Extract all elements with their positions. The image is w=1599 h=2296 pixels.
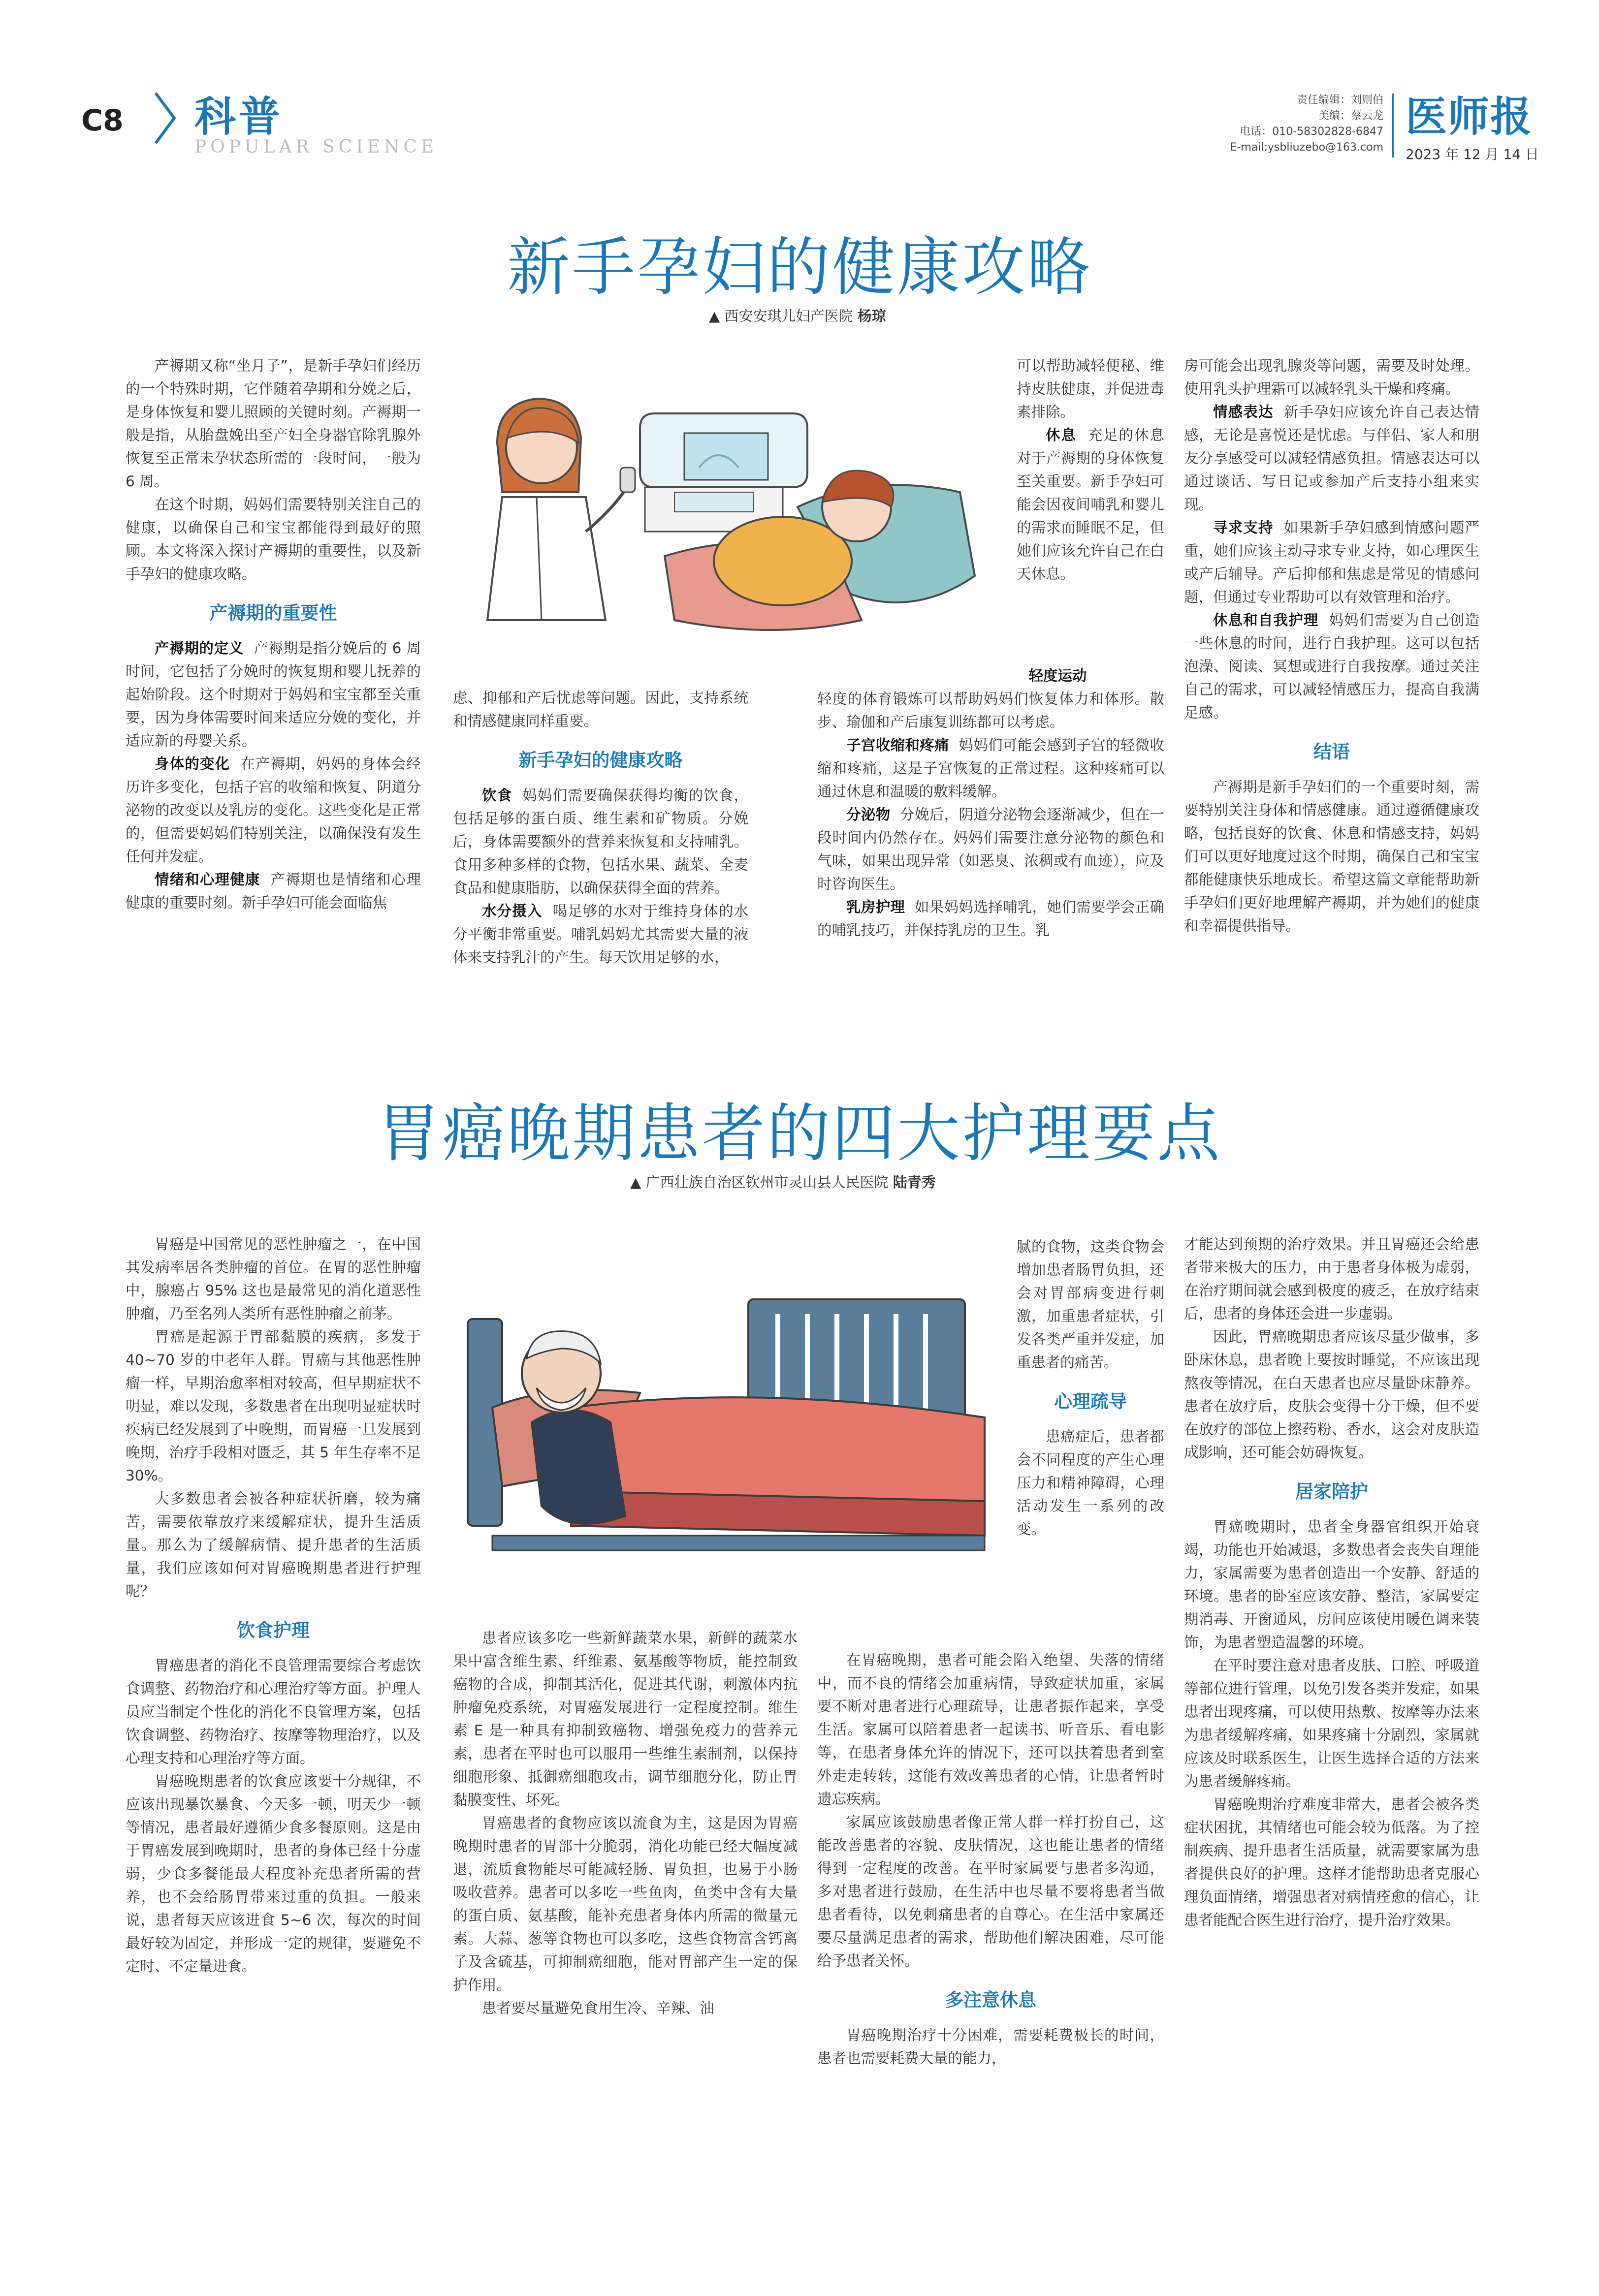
paragraph: 产褥期的定义 产褥期是指分娩后的 6 周时间，它包括了分娩时的恢复期和婴儿抚养的起始阶段。这个时期对于妈妈和宝宝都至关重要，因为身体需要时间来适应分娩的变化，并适应新的母婴关系。 [126,640,421,749]
paragraph: 情感表达 新手孕妇应该允许自己表达情感，无论是喜悦还是忧虑。与伴侣、家人和朋友分享感受可以减轻情感负担。情感表达可以通过谈话、写日记或参加产后支持小组来实现。 [1184,404,1479,513]
designer-name: 美编：蔡云龙 [1318,110,1383,122]
header-divider [1392,94,1394,157]
article1-column-3-top [1017,354,1164,586]
lead-term: 情绪和心理健康 [155,871,260,888]
chevron-right-icon [153,91,177,145]
paragraph: 大多数患者会被各种症状折磨，较为痛苦，需要依靠放疗来缓解症状，提升生活质量。那么为了缓解病情、提升患者的生活质量，我们应该如何对胃癌晚期患者进行护理呢？ [126,1490,421,1600]
pregnancy-ultrasound-illustration [468,345,990,660]
subheading-guide: 新手孕妇的健康攻略 [518,750,683,771]
lead-term: 水分摄入 [482,903,543,919]
paragraph: 患癌症后，患者都会不同程度的产生心理压力和精神障碍，心理活动发生一系列的改变。 [1017,1428,1164,1538]
paragraph: 分泌物 分娩后，阴道分泌物会逐渐减少，但在一段时间内仍然存在。妈妈们需要注意分泌物的颜色和气味，如果出现异常（如恶臭、浓稠或有血迹），应及时咨询医生。 [817,806,1164,892]
paragraph: 情绪和心理健康 产褥期也是情绪和心理健康的重要时刻。新手孕妇可能会面临焦 [126,871,421,911]
editor-name: 责任编辑：刘则伯 [1296,94,1383,106]
subheading-conclusion: 结语 [1313,741,1350,762]
paragraph: 可以帮助减轻便秘、维持皮肤健康，并促进毒素排除。 [1017,357,1164,420]
article1-column-1 [126,354,421,914]
paragraph: 家属应该鼓励患者像正常人群一样打扮自己，这能改善患者的容貌、皮肤情况，这也能让患者的情绪得到一定程度的改善。在平时家属要与患者多沟通，多对患者进行鼓励，在生活中也尽量不要将患者当做患者看待，以免刺痛患者的自尊心。在生活中家属还要尽量满足患者的需求，帮助他们解决困难，尽可能给予患者关怀。 [817,1814,1164,1969]
paragraph: 饮食 妈妈们需要确保获得均衡的饮食，包括足够的蛋白质、维生素和矿物质。分娩后，身体需要额外的营养来恢复和支持哺乳。食用多种多样的食物，包括水果、蔬菜、全麦食品和健康脂肪，以确保获得全面的营养。 [453,787,748,896]
paragraph: 胃癌晚期时，患者全身器官组织开始衰竭，功能也开始减退，多数患者会丧失自理能力，家属需要为患者创造出一个安静、舒适的环境。患者的卧室应该安静、整洁，家属要定期消毒、开窗通风，房间应该使用暖色调来装饰，为患者塑造温馨的环境。 [1184,1518,1479,1651]
paragraph: 在这个时期，妈妈们需要特别关注自己的健康，以确保自己和宝宝都能得到最好的照顾。本文将深入探讨产褥期的重要性，以及新手孕妇的健康攻略。 [126,496,421,582]
paragraph: 胃癌晚期患者的饮食应该要十分规律，不应该出现暴饮暴食、今天多一顿，明天少一顿等情况，患者最好遵循少食多餐原则。这是由于胃癌发展到晚期时，患者的身体已经十分虚弱，少食多餐能最大程度补充患者所需的营养，也不会给肠胃带来过重的负担。一般来说，患者每天应该进食 5~6 次，每次的时间最好较为固定，并形成一定的规律，要避免不定时、不定量进食。 [126,1773,421,1975]
phone: 电话：010-58302828-6847 [1240,126,1383,138]
issue-date: 2023 年 12 月 14 日 [1406,146,1539,162]
lead-term: 产褥期的定义 [155,640,244,657]
paragraph: 因此，胃癌晚期患者应该尽量少做事，多卧床休息，患者晚上要按时睡觉，不应该出现熬夜等情况，在白天患者也应尽量卧床静养。患者在放疗后，皮肤会变得十分干燥，但不要在放疗的部位上擦药粉、香水，这会对皮肤造成影响，还可能会妨碍恢复。 [1184,1328,1479,1461]
paragraph: 虑、抑郁和产后忧虑等问题。因此，支持系统和情感健康同样重要。 [453,690,748,729]
article2-column-3-top [1017,1235,1164,1541]
paragraph [817,664,1164,688]
article2-author: 陆青秀 [893,1174,936,1191]
article1-column-4 [1184,354,1479,938]
paragraph: 产褥期是新手孕妇们的一个重要时刻，需要特别关注身体和情感健康。通过遵循健康攻略，包括良好的饮食、休息和情感支持，妈妈们可以更好地度过这个时期，确保自己和宝宝都能健康快乐地成长。希望这篇文章能帮助新手孕妇们更好地理解产褥期，并为她们的健康和幸福提供指导。 [1184,779,1479,934]
paragraph: 腻的食物，这类食物会增加患者肠胃负担，还会对胃部病变进行刺激，加重患者症状，引发各类严重并发症，加重患者的痛苦。 [1017,1238,1164,1371]
paragraph: 胃癌是起源于胃部黏膜的疾病，多发于 40~70 岁的中老年人群。胃癌与其他恶性肿瘤一样，早期治愈率相对较高，但早期症状不明显，难以发现，多数患者在出现明显症状时疾病已经发展到了中晚期，而胃癌一旦发展到晚期，治疗手段相对匮乏，其 5 年生存率不足 30%。 [126,1328,421,1484]
paragraph: 寻求支持 如果新手孕妇感到情感问题严重，她们应该主动寻求专业支持，如心理医生或产后辅导。产后抑郁和焦虑是常见的情感问题，但通过专业帮助可以有效管理和治疗。 [1184,519,1479,605]
lead-term: 子宫收缩和疼痛 [846,737,949,754]
paragraph: 在平时要注意对患者皮肤、口腔、呼吸道等部位进行管理，以免引发各类并发症，如果患者出现疼痛，可以使用热敷、按摩等办法来为患者缓解疼痛，如果疼痛十分剧烈，家属就应该及时联系医生，让医生选择合适的方法来为患者缓解疼痛。 [1184,1657,1479,1790]
paragraph: 在胃癌晚期，患者可能会陷入绝望、失落的情绪中，而不良的情绪会加重病情，导致症状加重，家属要不断对患者进行心理疏导，让患者振作起来，享受生活。家属可以陪着患者一起读书、听音乐、看电影等，在患者身体允许的情况下，还可以扶着患者到室外走走转转，这能有效改善患者的心情，让患者暂时遗忘疾病。 [817,1652,1164,1807]
paragraph: 房可能会出现乳腺炎等问题，需要及时处理。使用乳头护理霜可以减轻乳头干燥和疼痛。 [1184,357,1479,397]
paragraph: 患者要尽量避免食用生冷、辛辣、油 [482,2000,715,2016]
paragraph: 才能达到预期的治疗效果。并且胃癌还会给患者带来极大的压力，由于患者身体极为虚弱，在治疗期间就会感到极度的疲乏，在放疗结束后，患者的身体还会进一步虚弱。 [1184,1236,1479,1322]
paragraph: 子宫收缩和疼痛 妈妈们可能会感到子宫的轻微收缩和疼痛，这是子宫恢复的正常过程。这种疼痛可以通过休息和温暖的敷料缓解。 [817,737,1164,800]
article2-column-3 [817,1649,1164,2070]
paragraph: 胃癌晚期治疗难度非常大，患者会被各类症状困扰，其情绪也可能会较为低落。为了控制疾病、提升患者生活质量，就需要家属为患者提供良好的护理。这样才能帮助患者克服心理负面情绪，增强患者对病情痊愈的信心，让患者能配合医生进行治疗，提升治疗效果。 [1184,1796,1479,1928]
paragraph: 水分摄入 喝足够的水对于维持身体的水分平衡非常重要。哺乳妈妈尤其需要大量的液体来支持乳汁的产生。每天饮用足够的水， [453,903,748,966]
paragraph: 胃癌晚期治疗十分困难，需要耗费极长的时间，患者也需要耗费大量的能力， [817,2027,1164,2067]
paragraph: 身体的变化 在产褥期，妈妈的身体会经历许多变化，包括子宫的收缩和恢复、阴道分泌物的改变以及乳房的变化。这些变化是正常的，但需要妈妈们特别关注，以确保没有发生任何并发症。 [126,755,421,865]
lead-term: 寻求支持 [1213,519,1274,536]
article2-org: ▲ 广西壮族自治区钦州市灵山县人民医院 [630,1174,889,1191]
newspaper-logo: 医师报 [1406,92,1533,141]
lead-term: 休息和自我护理 [1213,612,1319,629]
paragraph: 乳房护理 如果妈妈选择哺乳，她们需要学会正确的哺乳技巧，并保持乳房的卫生。乳 [817,899,1164,939]
patient-in-bed-illustration [463,1260,1014,1624]
paragraph: 胃癌患者的消化不良管理需要综合考虑饮食调整、药物治疗和心理治疗等方面。护理人员应当制定个性化的消化不良管理方案，包括饮食调整、药物治疗、按摩等物理治疗，以及心理支持和心理治疗等方面。 [126,1657,421,1766]
article2-column-1 [126,1233,421,1978]
lead-term: 饮食 [482,787,512,804]
article2-title: 胃癌晚期患者的四大护理要点 [377,1097,1222,1170]
lead-term: 乳房护理 [846,899,905,915]
page-number: C8 [81,103,124,138]
paragraph: 轻度的体育锻炼可以帮助妈妈们恢复体力和体形。散步、瑜伽和产后康复训练都可以考虑。 [817,691,1164,730]
lead-term: 情感表达 [1213,404,1274,420]
article2-column-2 [453,1627,798,2020]
article1-org: ▲ 西安安琪儿妇产医院 [709,308,853,324]
lead-term: 身体的变化 [155,755,230,772]
paragraph: 胃癌是中国常见的恶性肿瘤之一，在中国其发病率居各类肿瘤的首位。在胃的恶性肿瘤中，腺癌占 95% 这也是最常见的消化道恶性肿瘤，乃至名列人类所有恶性肿瘤之前茅。 [126,1236,421,1322]
article1-column-2 [453,687,748,969]
subheading-rest: 多注意休息 [945,1989,1036,2011]
paragraph: 患者应该多吃一些新鲜蔬菜水果，新鲜的蔬菜水果中富含维生素、纤维素、氨基酸等物质，能控制致癌物的合成，抑制其活化，促进其代谢，刺激体内抗肿瘤免疫系统，对胃癌发展进行一定程度控制。维生素 E 是一种具有抑制致癌物、增强免疫力的营养元素，患者在平时也可以服用一些维生素制剂，以保持细胞形象、抵御癌细胞攻击，调节细胞分化，防止胃黏膜变性、坏死。 [453,1630,798,1808]
subheading-diet: 饮食护理 [237,1620,310,1641]
section-subtitle: POPULAR SCIENCE [194,137,438,157]
article1-byline [709,305,886,325]
article1-author: 杨琼 [857,308,886,324]
editor-credits [1177,93,1383,156]
lead-term: 轻度运动 [1028,667,1087,684]
paragraph: 休息 充足的休息对于产褥期的身体恢复至关重要。新手孕妇可能会因夜间哺乳和婴儿的需求而睡眠不足，但她们应该允许自己在白天休息。 [1017,427,1164,582]
paragraph: 产褥期又称“坐月子”，是新手孕妇们经历的一个特殊时期，它伴随着孕期和分娩之后，是身体恢复和婴儿照顾的关键时刻。产褥期一般是指，从胎盘娩出至产妇全身器官除乳腺外恢复至正常未孕状态所需的一段时间，一般为 6 周。 [126,357,421,490]
email: E-mail:ysbliuzebo@163.com [1230,141,1383,154]
lead-term: 分泌物 [846,806,891,823]
section-title: 科普 [194,93,284,141]
paragraph: 胃癌患者的食物应该以流食为主，这是因为胃癌晚期时患者的胃部十分脆弱，消化功能已经大幅度减退，流质食物能尽可能减轻肠、胃负担，也易于小肠吸收营养。患者可以多吃一些鱼肉，鱼类中含有大量的蛋白质、氨基酸，能补充患者身体内所需的微量元素。大蒜、葱等食物也可以多吃，这些食物富含钙离子及含硫基，可抑制癌细胞，能对胃部产生一定的保护作用。 [453,1815,798,1993]
subheading-psychology: 心理疏导 [1054,1391,1127,1412]
subheading-home-care: 居家陪护 [1295,1481,1368,1502]
paragraph: 休息和自我护理 妈妈们需要为自己创造一些休息的时间，进行自我护理。这可以包括泡澡、阅读、冥想或进行自我按摩。通过关注自己的需求，可以减轻情感压力，提高自我满足感。 [1184,612,1479,721]
subheading-importance: 产褥期的重要性 [209,602,337,624]
article2-column-4 [1184,1233,1479,1932]
article1-title: 新手孕妇的健康攻略 [507,231,1092,304]
article2-byline [630,1171,936,1192]
article1-column-3 [817,664,1164,942]
lead-term: 休息 [1046,427,1077,443]
